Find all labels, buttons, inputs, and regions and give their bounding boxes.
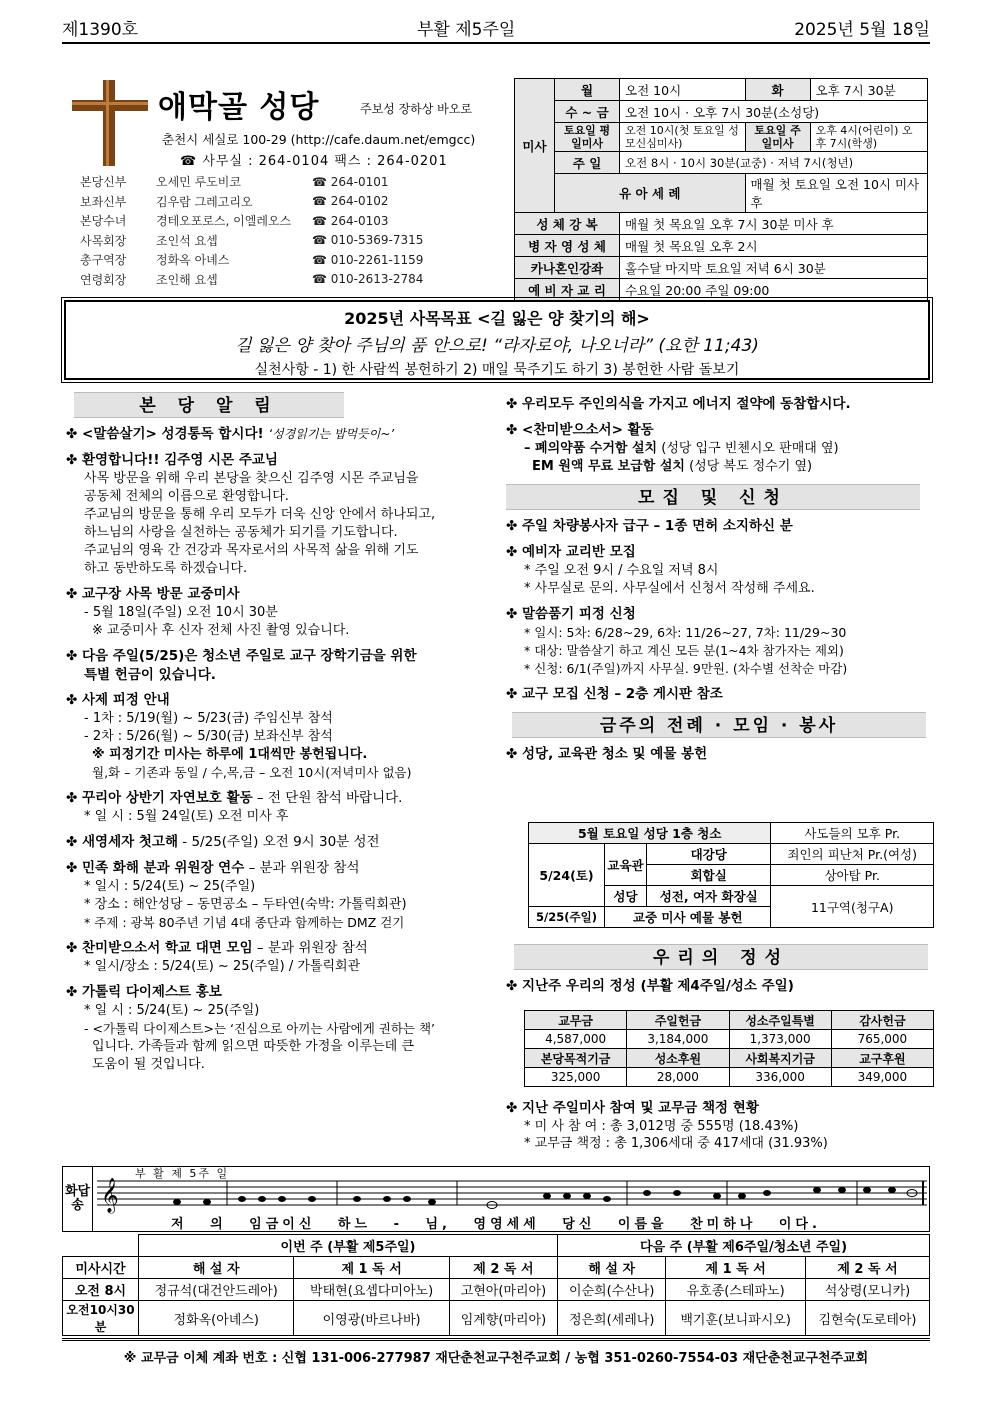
week-schedule-title: 금주의 전례 · 모임 · 봉사 [512, 712, 926, 738]
notice-item: ✤ 꾸리아 상반기 자연보호 활동 – 전 단원 참석 바랍니다. [66, 789, 496, 808]
parish-address: 춘천시 세실로 100-29 (http://cafe.daum.net/emgcc) [162, 132, 476, 147]
notice-item: ✤ 교구장 사목 방문 교중미사 [66, 585, 496, 604]
psalm-heading: 부 활 제 5주 일 [135, 1167, 230, 1180]
notice-item: ✤ 지난주 우리의 정성 (부활 제4주일/성소 주일) [506, 977, 932, 996]
notice-item: ✤ 말씀품기 피정 신청 [506, 605, 932, 624]
notice-item: ✤ 예비자 교리반 모집 [506, 543, 932, 562]
goal-practice: 실천사항 - 1) 한 사람씩 봉헌하기 2) 매일 묵주기도 하기 3) 봉헌한 사람 돌보기 [254, 362, 740, 378]
notice-item: ✤ <찬미받으소서> 활동 [506, 421, 932, 440]
goal-title: 2025년 사목목표 <길 잃은 양 찾기의 해> [344, 309, 650, 328]
table-row: 오전10시30분 정화옥(아녜스) 이영광(바르나바) 임계향(마리아) 정은희(세레나) 백기훈(보니파시오) 김현숙(도로테아) [63, 1301, 930, 1336]
right-column: ✤ 우리모두 주인의식을 가지고 에너지 절약에 동참합시다. ✤ <찬미받으소서> 활동 – 폐의약품 수거함 설치 (성당 입구 빈첸시오 판매대 옆) EM 원액 무료 보급함 설치 (성당 복도 정수기 옆) 모집 및 신청 ✤ 주일 차량봉사자 급구 – 1종 면허 소지하신 분 ✤ 예비자 교리반 모집 * 주일 오전 9시 / 수요일 저녁 8시 * 사무실로 문의. 사무실에서 신청서 작성해 주세요. ✤ 말씀품기 피정 신청 * 일시: 5차: 6/28~29, 6차: 11/26~27, 7차: 11/29~30 * 대상: 말씀살기 하고 계신 모든 분(1~4차 참가자는 제외) * 신청: 6/1(주일)까지 사무실. 9만원. (차수별 선착순 마감) ✤ 교구 모집 신청 – 2층 게시판 참조 금주의 전례 · 모임 · 봉사 ✤ 성당, 교육관 청소 및 예물 봉헌 [506, 392, 932, 764]
notice-item: ✤ 사제 피정 안내 [66, 691, 496, 710]
liturgical-week: 부활 제5주일 [416, 20, 516, 40]
psalm-label: 화답송 [63, 1167, 93, 1231]
notice-item: ✤ 새영세자 첫고해 - 5/25(주일) 오전 9시 30분 성전 [66, 833, 496, 852]
recruit-title: 모집 및 신청 [506, 484, 920, 510]
issue-header [62, 18, 930, 44]
staff-list [80, 172, 480, 289]
notices-title: 본 당 알 림 [74, 392, 344, 418]
staff-row: 연령회장 조인해 요셉 ☎ 010-2613-2784 [80, 272, 424, 287]
parish-notices: 본 당 알 림 ✤ <말씀살기> 성경통독 합시다! ‘성경읽기는 밥먹듯이~’ ✤ 환영합니다!! 김주영 시몬 주교님 사목 방문을 위해 우리 본당을 찾으신 김주영 시몬 주교님을 공동체 전체의 이름으로 환영합니다. 주교님의 방문을 통해 우리 모두가 더욱 신앙 안에서 하나되고, 하느님의 사랑을 실천하는 공동체가 되기를 기도합니다. 주교님의 영육 간 건강과 목자로서의 사목적 삶을 위해 기도 하고 동반하도록 하겠습니다. ✤ 교구장 사목 방문 교중미사 - 5월 18일(주일) 오전 10시 30분 ※ 교중미사 후 신자 전체 사진 촬영 있습니다. ✤ 다음 주일(5/25)은 청소년 주일로 교구 장학기금을 위한 특별 헌금이 있습니다. ✤ 사제 피정 안내 - 1차 : 5/19(월) ~ 5/23(금) 주임신부 참석 - 2차 : 5/26(월) ~ 5/30(금) 보좌신부 참석 ※ 피정기간 미사는 하루에 1대씩만 봉헌됩니다. 월,화 – 기존과 동일 / 수,목,금 – 오전 10시(저녁미사 없음) ✤ 꾸리아 상반기 자연보호 활동 – 전 단원 참석 바랍니다. * 일 시 : 5월 24일(토) 오전 미사 후 ✤ 새영세자 첫고해 - 5/25(주일) 오전 9시 30분 성전 ✤ 민족 화해 분과 위원장 연수 – 분과 위원장 참석 * 일시 : 5/24(토) ~ 25(주일) * 장소 : 해안성당 – 동면공소 – 두타연(숙박: 가톨릭회관) * 주제 : 광복 80주년 기념 4대 종단과 함께하는 DMZ 걷기 ✤ 찬미받으소서 학교 대면 모임 – 분과 위원장 참석 * 일시/장소 : 5/24(토) ~ 25(주일) / 가톨릭회관 ✤ 가톨릭 다이제스트 홍보 * 일 시 : 5/24(토) ~ 25(주일) - <가톨릭 다이제스트>는 ‘진심으로 아끼는 사람에게 권하는 책’ 입니다. 가족들과 함께 읽으면 따뜻한 가정을 이루는데 큰 도움이 될 것입니다. [66, 392, 496, 1074]
music-staff [97, 1175, 927, 1215]
notice-item: ✤ 성당, 교육관 청소 및 예물 봉헌 [506, 745, 932, 764]
psalm-lyrics: 저 의 임금이신 하느 - 님, 영영세세 당신 이름을 찬미하나 이다. [171, 1217, 821, 1232]
notice-item: ✤ 주일 차량봉사자 급구 – 1종 면허 소지하신 분 [506, 517, 932, 536]
responsorial-psalm [62, 1166, 930, 1232]
offering-table: 교무금 주일헌금 성소주일특별 감사헌금 4,587,000 3,184,000 1,373,000 765,000 본당목적기금 성소후원 사회복지기금 교구후원 325,000 28,000 336,000 349,000 [524, 1010, 934, 1087]
pastoral-goal-box [64, 300, 930, 380]
parish-name: 애막골 성당 [158, 90, 320, 125]
table-row: 오전 8시 정규석(대건안드레아) 박태현(요셉다미아노) 고현아(마리아) 이순희(수산나) 유호종(스테파노) 석상령(모니카) [63, 1279, 930, 1301]
notice-item: ✤ 민족 화해 분과 위원장 연수 – 분과 위원장 참석 [66, 859, 496, 878]
notice-item: ✤ 환영합니다!! 김주영 시몬 주교님 [66, 451, 496, 470]
parish-patron: 주보성 장하상 바오로 [360, 102, 472, 116]
offering-section [506, 944, 932, 996]
offering-title: 우리의 정성 [514, 944, 928, 970]
notice-item: ✤ 가톨릭 다이제스트 홍보 [66, 983, 496, 1002]
attendance-section: ✤ 지난 주일미사 참여 및 교무금 책정 현황 * 미 사 참 여 : 총 3,012명 중 555명 (18.43%) * 교무금 책정 : 총 1,306세대 중 417세대 (31.93%) [506, 1092, 932, 1152]
mass-schedule-table: 미사 월 오전 10시 화 오후 7시 30분 수 ~ 금 오전 10시 · 오후 7시 30분(소성당) 토요일 평일미사 오전 10시(첫 토요일 성모신심미사) 토요일 주일미사 오후 4시(어린이) 오후 7시(학생) 주 일 오전 8시 · 10시 30분(교중) · 저녁 7시(청년) 유 아 세 례 매월 첫 토요일 오전 10시 미사 후 성 체 강 복 매월 첫 목요일 오후 7시 30분 미사 후 병 자 영 성 체 매월 첫 목요일 오후 2시 카나혼인강좌 홀수달 마지막 토요일 저녁 6시 30분 예 비 자 교 리 수요일 20:00 주일 09:00 [514, 78, 928, 301]
issue-date: 2025년 5월 18일 [794, 20, 930, 40]
notice-item: ✤ 찬미받으소서 학교 대면 모임 – 분과 위원장 참석 [66, 939, 496, 958]
account-footer: ※ 교무금 이체 계좌 번호 : 신협 131-006-277987 재단춘천교구천주교회 / 농협 351-0260-7554-03 재단춘천교구천주교회 [62, 1338, 930, 1366]
cross-icon [70, 78, 150, 168]
parish-info [70, 78, 510, 168]
goal-motto: 길 잃은 양 찾아 주님의 품 안으로! “라자로야, 나오너라” (요한 11;43) [235, 336, 759, 356]
mass-label: 미사 [515, 79, 555, 213]
readers-table: 이번 주 (부활 제5주일) 다음 주 (부활 제6주일/청소년 주일) 미사시간 해 설 자 제 1 독 서 제 2 독 서 해 설 자 제 1 독 서 제 2 독 서 오전 8시 정규석(대건안드레아) 박태현(요셉다미아노) 고현아(마리아) 이순희(수산나) 유호종(스테파노) 석상령(모니카) 오전10시30분 정화옥(아녜스) 이영광(바르나바) 임계향(마리아) 정은희(세레나) 백기훈(보니파시오) 김현숙(도로테아) [62, 1234, 930, 1336]
staff-row: 사목회장 조인석 요셉 ☎ 010-5369-7315 [80, 233, 424, 248]
svg-text:𝄞: 𝄞 [101, 1178, 119, 1213]
notice-item: ✤ 다음 주일(5/25)은 청소년 주일로 교구 장학기금을 위한 [66, 647, 496, 666]
notice-item: ✤ 교구 모집 신청 – 2층 게시판 참조 [506, 685, 932, 704]
parish-phone: ☎ 사무실 : 264-0104 팩스 : 264-0201 [180, 154, 448, 169]
issue-number: 제1390호 [62, 20, 139, 40]
staff-row: 본당신부 오세민 루도비코 ☎ 264-0101 [80, 174, 389, 190]
staff-row: 총구역장 정화옥 아녜스 ☎ 010-2261-1159 [80, 252, 424, 268]
staff-row: 본당수녀 경테오포로스, 이엘레오스 ☎ 264-0103 [80, 213, 389, 229]
notice-item: ✤ 우리모두 주인의식을 가지고 에너지 절약에 동참합시다. [506, 395, 932, 414]
notice-item: ✤ <말씀살기> 성경통독 합시다! ‘성경읽기는 밥먹듯이~’ [66, 425, 496, 444]
staff-row: 보좌신부 김우람 그레고리오 ☎ 264-0102 [80, 194, 389, 209]
cleaning-table: 5월 토요일 성당 1층 청소 사도들의 모후 Pr. 5/24(토) 교육관 대강당 죄인의 피난처 Pr.(여성) 회합실 상아탑 Pr. 성당 성전, 여자 화장실 11구역(청구A) 5/25(주일) 교중 미사 예물 봉헌 [528, 822, 934, 928]
notice-item: ✤ 지난 주일미사 참여 및 교무금 책정 현황 [506, 1099, 932, 1118]
